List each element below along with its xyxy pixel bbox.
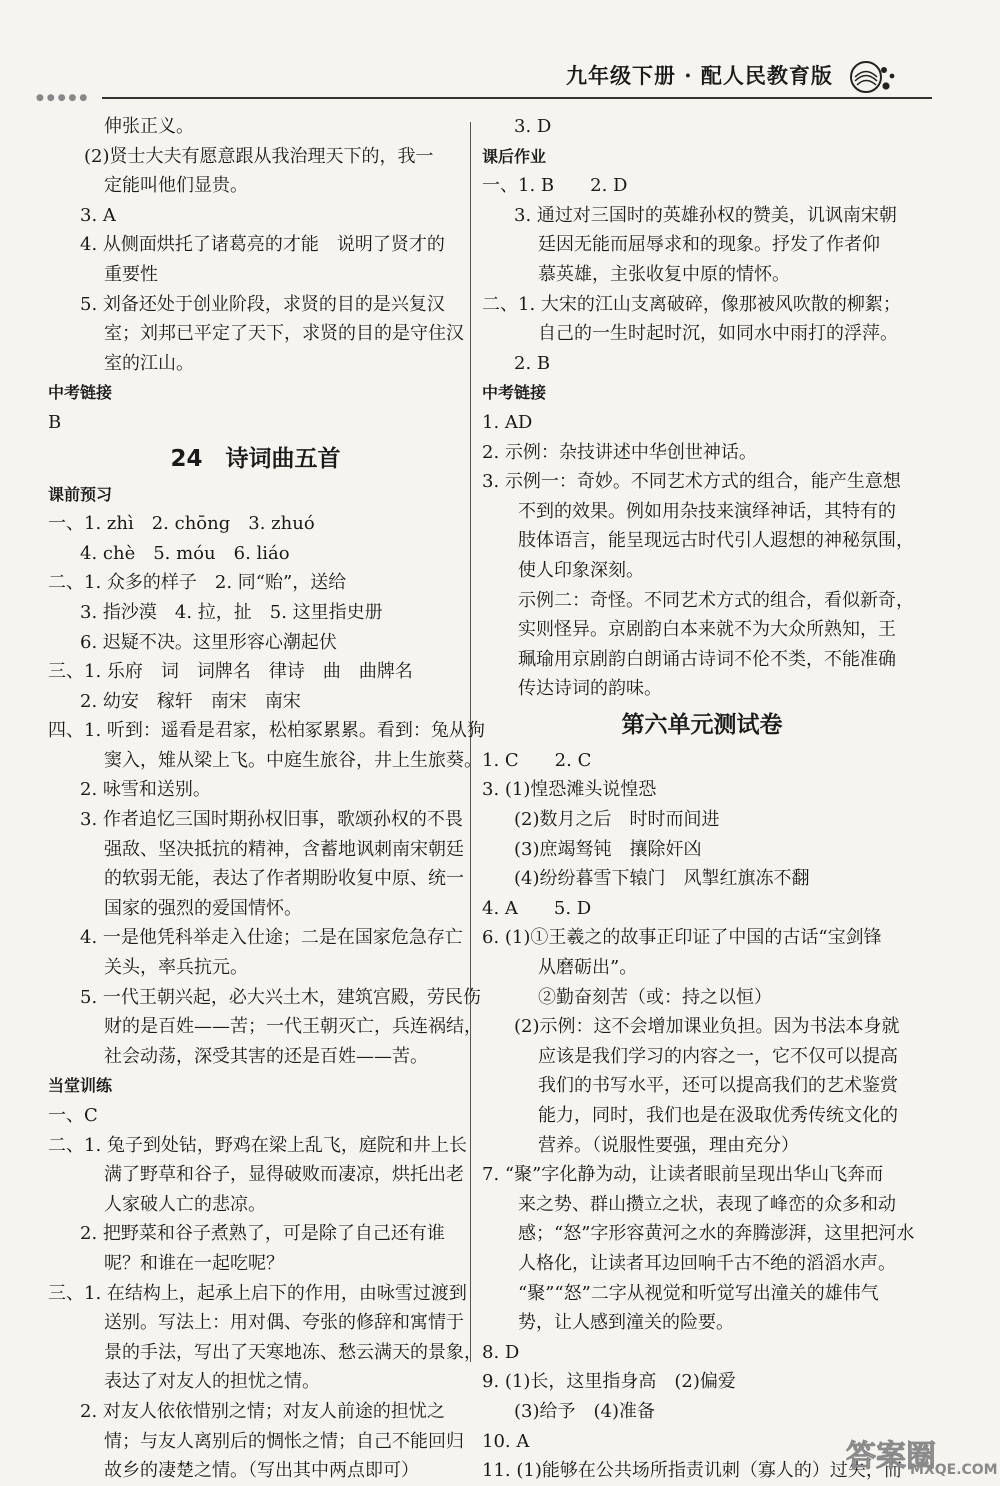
answer-line: 9. (1)长，这里指身高 (2)偏爱	[482, 1371, 736, 1393]
answer-line: (3)给予 (4)准备	[514, 1400, 655, 1422]
answer-line: 财的是百姓——苦；一代王朝灭亡，兵连祸结，	[104, 1016, 482, 1038]
answer-line: (3)庶竭驽钝 攘除奸凶	[514, 838, 702, 860]
answer-line: 我们的书写水平，还可以提高我们的艺术鉴赏	[538, 1075, 898, 1097]
answer-line: B	[48, 411, 62, 433]
page-number-ornament	[868, 1392, 908, 1412]
answer-line: 一、C	[48, 1105, 98, 1126]
answer-line: 廷因无能而屈辱求和的现象。抒发了作者仰	[538, 234, 880, 256]
svg-text:答案圈: 答案圈	[846, 1439, 936, 1474]
answer-line: 2. 咏雪和送别。	[80, 779, 211, 801]
answer-line: 3. 作者追忆三国时期孙权旧事，歌颂孙权的不畏	[80, 809, 463, 831]
answer-line: 自己的一生时起时沉，如同水中雨打的浮萍。	[538, 323, 898, 345]
answer-line: 情；与友人离别后的惆怅之情；自己不能回归	[104, 1430, 464, 1452]
answer-line: 4. 一是他凭科举走入仕途；二是在国家危急存亡	[80, 927, 463, 949]
answer-line: 2. 把野菜和谷子煮熟了，可是除了自己还有谁	[80, 1223, 445, 1245]
answer-line: 二、1. 兔子到处钻，野鸡在梁上乱飞，庭院和井上长	[48, 1134, 467, 1156]
answer-line: 三、1. 在结构上，起承上启下的作用，由咏雪过渡到	[48, 1282, 467, 1304]
page-header	[0, 0, 1000, 104]
answer-line: 示例二：奇怪。不同艺术方式的组合，看似新奇，	[518, 589, 914, 611]
answer-line: 3. A	[80, 204, 116, 226]
answer-line: 不到的效果。例如用杂技来演绎神话，其特有的	[518, 500, 896, 522]
answer-line: 3. (1)惶恐滩头说惶恐	[482, 779, 657, 801]
answer-line: 5. 刘备还处于创业阶段，求贤的目的是兴复汉	[80, 293, 445, 315]
answer-line: 二、1. 众多的样子 2. 同“贻”，送给	[48, 572, 347, 594]
subsection-heading: 中考链接	[48, 383, 113, 403]
answer-line: 肢体语言，能呈现远古时代引人遐想的神秘氛围，	[518, 530, 914, 552]
header-rule	[102, 97, 932, 99]
answer-line: 1. AD	[482, 411, 533, 433]
answer-line: 伸张正义。	[104, 116, 194, 137]
subsection-heading: 课前预习	[48, 484, 113, 504]
right-column	[482, 112, 922, 1486]
answer-line: 使人印象深刻。	[518, 559, 644, 581]
answer-line: (4)纷纷暮雪下辕门 风掣红旗冻不翻	[514, 868, 810, 890]
answer-line: (2)数月之后 时时而间进	[514, 809, 720, 831]
answer-line: 故乡的凄楚之情。（写出其中两点即可）	[104, 1460, 419, 1482]
answer-line: 6. (1)①王羲之的故事正印证了中国的古话“宝剑锋	[482, 927, 882, 949]
answer-line: 能力，同时，我们也是在汲取优秀传统文化的	[538, 1105, 898, 1126]
watermark-url: MXQE.COM	[910, 1462, 998, 1478]
answer-line: 感；“怒”字形容黄河之水的奔腾澎湃，这里把河水	[518, 1223, 915, 1245]
answer-line: 社会动荡，深受其害的还是百姓——苦。	[104, 1045, 428, 1067]
answer-line: 5. 一代王朝兴起，必大兴土木，建筑宫殿，劳民伤	[80, 986, 481, 1008]
subsection-heading: 课后作业	[482, 146, 547, 166]
answer-line: 势，让人感到潼关的险要。	[518, 1312, 734, 1334]
answer-line: 4. chè 5. móu 6. liáo	[80, 542, 290, 564]
subsection-heading: 当堂训练	[48, 1076, 113, 1096]
answer-line: 满了野草和谷子，显得破败而凄凉，烘托出老	[104, 1164, 464, 1186]
answer-line: 室；刘邦已平定了天下，求贤的目的是守住汉	[104, 323, 464, 345]
answer-line: 窦入，雉从梁上飞。中庭生旅谷，井上生旅葵。	[104, 749, 482, 771]
answer-line: 2. B	[514, 352, 551, 374]
answer-line: 4. 从侧面烘托了诸葛亮的才能 说明了贤才的	[80, 234, 445, 256]
section-title: 24 诗词曲五首	[170, 445, 341, 472]
answer-line: 营养。（说服性要强，理由充分）	[538, 1134, 799, 1156]
answer-line: 一、1. zhì 2. chōng 3. zhuó	[48, 513, 315, 535]
book-logo-icon	[846, 58, 904, 96]
answer-line: 重要性	[104, 263, 158, 285]
answer-line: 人格化，让读者耳边回响千古不绝的滔滔水声。	[518, 1252, 896, 1274]
answer-line: 3. D	[514, 116, 552, 137]
answer-line: 国家的强烈的爱国情怀。	[104, 897, 302, 919]
answer-line: 二、1. 大宋的江山支离破碎，像那被风吹散的柳絮；	[482, 293, 901, 315]
answer-line: 应该是我们学习的内容之一，它不仅可以提高	[538, 1045, 898, 1067]
answer-line: 四、1. 听到：遥看是君家，松柏冢累累。看到：兔从狗	[48, 720, 485, 742]
column-divider	[470, 122, 471, 1362]
answer-line: 3. 通过对三国时的英雄孙权的赞美，讥讽南宋朝	[514, 204, 897, 226]
subsection-heading: 中考链接	[482, 383, 547, 403]
answer-line: 室的江山。	[104, 352, 194, 374]
answer-line: 传达诗词的韵味。	[518, 678, 662, 700]
answer-line: “聚”“怒”二字从视觉和听觉写出潼关的雄伟气	[518, 1282, 879, 1304]
answer-line: 2. 对友人依依惜别之情；对友人前途的担忧之	[80, 1400, 445, 1422]
section-title: 第六单元测试卷	[621, 711, 783, 738]
answer-line: 来之势、群山攒立之状，表现了峰峦的众多和动	[518, 1193, 896, 1215]
answer-line: 10. A	[482, 1430, 530, 1452]
answer-line: (2)示例：这不会增加课业负担。因为书法本身就	[514, 1016, 900, 1038]
answer-line: 珮瑜用京剧韵白朗诵古诗词不伦不类，不能准确	[518, 648, 896, 670]
answer-line: 8. D	[482, 1341, 520, 1363]
answer-line: 3. 指沙漠 4. 拉，扯 5. 这里指史册	[80, 601, 383, 623]
answer-line: 11. (1)能够在公共场所指责讥刺（寡人的）过失，而	[482, 1460, 902, 1482]
answer-line: 的软弱无能，表达了作者期盼收复中原、统一	[104, 868, 464, 890]
answer-line: 一、1. B 2. D	[482, 175, 628, 197]
answer-line: 关头，率兵抗元。	[104, 957, 248, 979]
answer-line: 7. “聚”字化静为动，让读者眼前呈现出华山飞奔而	[482, 1164, 884, 1186]
answer-line: 2. 幼安 稼轩 南宋 南宋	[80, 690, 301, 712]
answer-line: 定能叫他们显贵。	[104, 175, 248, 197]
answer-line: 3. 示例一：奇妙。不同艺术方式的组合，能产生意想	[482, 471, 901, 493]
answer-line: (2)贤士大夫有愿意跟从我治理天下的，我一	[84, 145, 434, 167]
answer-line: 2. 示例：杂技讲述中华创世神话。	[482, 441, 757, 463]
answer-line: 呢？和谁在一起吃呢？	[104, 1252, 284, 1274]
answer-line: 实则怪异。京剧韵白本来就不为大众所熟知，王	[518, 619, 896, 641]
header-dots: ●●●●●	[36, 93, 91, 103]
answer-line: 从磨砺出”。	[538, 957, 638, 979]
answer-line: 强敌、坚决抵抗的精神，含蓄地讽刺南宋朝廷	[104, 838, 464, 860]
answer-line: ②勤奋刻苦（或：持之以恒）	[538, 986, 772, 1008]
answer-line: 慕英雄，主张收复中原的情怀。	[538, 263, 790, 285]
answer-line: 1. C 2. C	[482, 749, 592, 771]
answer-line: 景的手法，写出了天寒地冻、愁云满天的景象，	[104, 1341, 482, 1363]
header-title: 九年级下册 · 配人民教育版	[566, 63, 833, 88]
answer-line: 三、1. 乐府 词 词牌名 律诗 曲 曲牌名	[48, 661, 413, 683]
left-column	[48, 112, 485, 1486]
answer-line: 4. A 5. D	[482, 897, 592, 919]
answer-line: 6. 迟疑不决。这里形容心潮起伏	[80, 631, 337, 653]
answer-line: 人家破人亡的悲凉。	[104, 1193, 266, 1215]
answer-line: 表达了对友人的担忧之情。	[104, 1371, 320, 1393]
answer-line: 送别。写法上：用对偶、夸张的修辞和寓情于	[104, 1312, 464, 1334]
